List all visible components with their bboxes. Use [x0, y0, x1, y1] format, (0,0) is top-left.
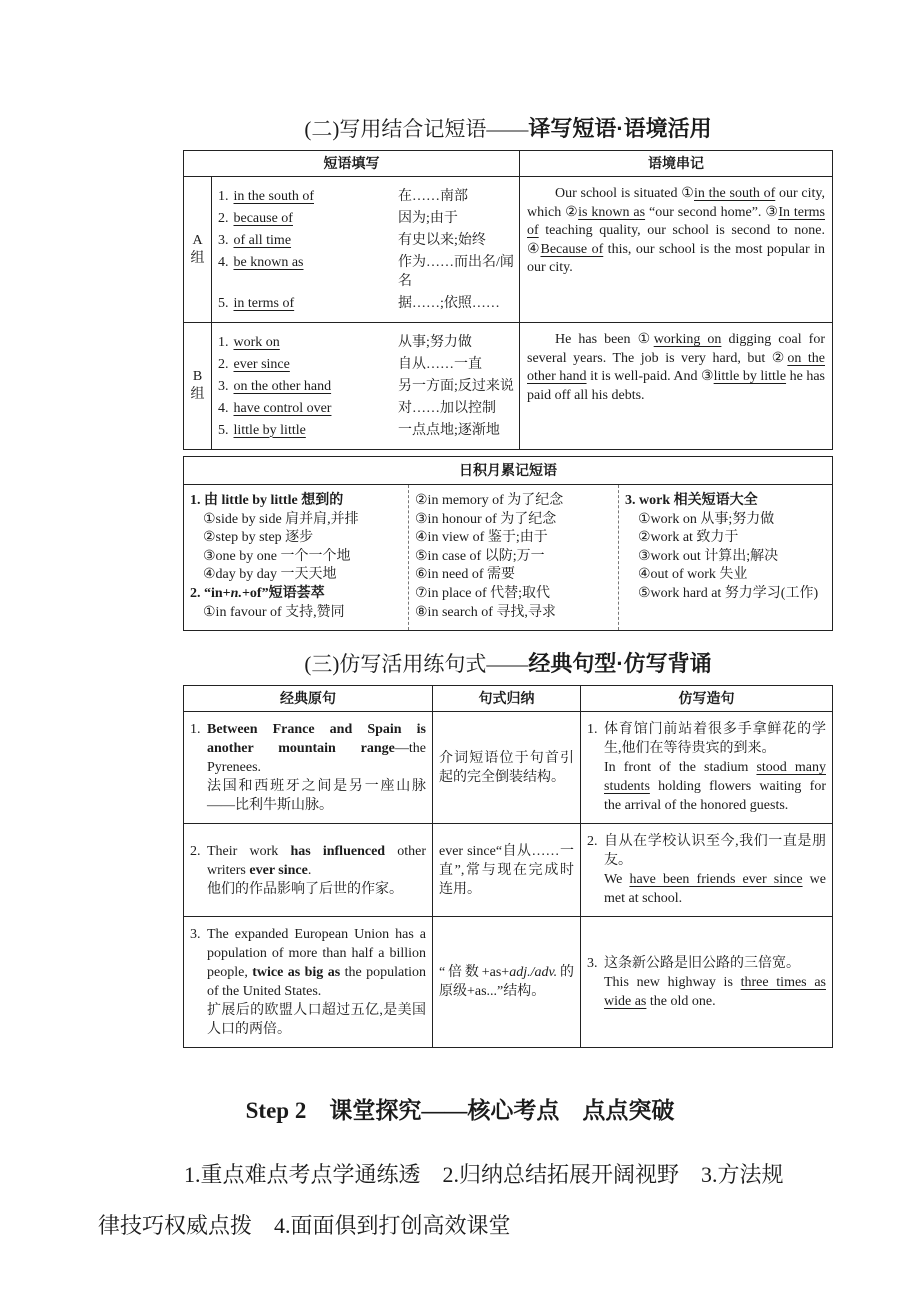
- phrase-chinese: 作为……而出名/闻名: [398, 254, 514, 289]
- accumulate-item: ①in favour of 支持,赞同: [203, 604, 345, 620]
- classic-chinese: 他们的作品影响了后世的作家。: [207, 881, 403, 897]
- item-number: 1.: [587, 722, 598, 738]
- classic-english: Their work has influenced other writers ever since.: [207, 843, 427, 878]
- imitation-chinese: 自从在学校认识至今,我们一直是朋友。: [604, 834, 826, 869]
- phrase-number: 1.: [218, 188, 229, 204]
- phrase-english: have control over: [233, 400, 332, 416]
- sentence-row-3: [184, 916, 832, 1047]
- course-points-paragraph: 1.重点难点考点学通练透 2.归纳总结拓展开阔视野 3.方法规律技巧权威点拨 4.面面俱到打创高效课堂: [98, 1162, 784, 1239]
- phrase-english: work on: [233, 334, 280, 350]
- classic-chinese: 扩展后的欧盟人口超过五亿,是美国人口的两倍。: [207, 1003, 426, 1038]
- accumulate-item: ⑥in need of 需要: [415, 567, 516, 583]
- classic-cell: [184, 824, 433, 916]
- item-number: 2.: [190, 843, 201, 859]
- phrase-item: [218, 399, 515, 418]
- phrase-fill-table: [183, 150, 833, 450]
- header-classic-sentence: 经典原句: [184, 686, 433, 711]
- accumulate-column-1: [184, 485, 409, 630]
- accumulate-item: ⑦in place of 代替;取代: [415, 585, 551, 601]
- phrase-english: of all time: [233, 232, 292, 248]
- step-two-heading: Step 2 课堂探究——核心考点 点点突破: [245, 1098, 675, 1124]
- accumulate-item: ④day by day 一天天地: [203, 567, 337, 583]
- phrase-chinese: 据……;依照……: [398, 295, 500, 311]
- phrase-english: in the south of: [233, 188, 314, 204]
- phrase-item: [218, 377, 515, 396]
- group-a-phrase-list: [212, 177, 520, 322]
- classic-cell: [184, 917, 433, 1047]
- phrase-chinese: 有史以来;始终: [398, 232, 486, 248]
- phrase-english: on the other hand: [233, 378, 332, 394]
- document-body: [183, 0, 833, 1048]
- imitation-cell: [581, 824, 832, 916]
- phrase-chinese: 对……加以控制: [398, 400, 496, 416]
- item-number: 2.: [587, 834, 598, 850]
- phrase-number: 1.: [218, 334, 229, 350]
- phrase-item: [218, 421, 515, 440]
- phrase-item: [218, 231, 515, 250]
- phrase-chinese: 一点点地;逐渐地: [398, 422, 500, 438]
- accumulate-item: ⑤in case of 以防;万一: [415, 548, 545, 564]
- section-two-title-prefix: (二)写用结合记短语——: [304, 117, 529, 141]
- header-context: 语境串记: [648, 155, 704, 171]
- imitation-english: In front of the stadium stood many students holding flowers waiting for the arrival of the honored guests.: [604, 760, 826, 814]
- phrase-english: because of: [233, 210, 293, 226]
- accumulate-table-body: [184, 485, 832, 630]
- phrase-item: [218, 333, 515, 352]
- header-phrase-fill: 短语填写: [184, 151, 520, 176]
- phrase-table-header-row: [184, 151, 832, 177]
- accumulate-item: ③work out 计算出;解决: [638, 548, 779, 564]
- accumulate-column-3: [619, 485, 832, 630]
- pattern-note: ever since“自从……一直”,常与现在完成时连用。: [439, 843, 574, 897]
- pattern-cell: [433, 712, 581, 823]
- phrase-english: ever since: [233, 356, 290, 372]
- phrase-number: 4.: [218, 400, 229, 416]
- accumulate-item: ③in honour of 为了纪念: [415, 511, 557, 527]
- sentence-row-2: [184, 823, 832, 916]
- section-three-title-prefix: (三)仿写活用练句式——: [304, 652, 529, 677]
- group-a-context-paragraph: Our school is situated ①in the south of our city, which ②is known as “our second home”. ③In terms of teaching quality, our school is second to none. ④Because of this, our school is the most popular in our city.: [527, 186, 826, 275]
- phrase-number: 5.: [218, 422, 229, 438]
- accumulate-heading: 2. “in+n.+of”短语荟萃: [190, 585, 325, 601]
- phrase-item: [218, 209, 515, 228]
- header-pattern-summary: 句式归纳: [433, 686, 581, 711]
- group-a-label: [184, 177, 212, 322]
- phrase-number: 4.: [218, 254, 229, 270]
- accumulate-heading: 1. 由 little by little 想到的: [190, 493, 344, 508]
- phrase-chinese: 自从……一直: [398, 356, 482, 372]
- accumulate-item: ②in memory of 为了纪念: [415, 493, 564, 508]
- classic-english: Between France and Spain is another mountain range—the Pyrenees.: [207, 722, 426, 776]
- section-two-title: [183, 0, 833, 143]
- section-three-title-emphasis: 经典句型·仿写背诵: [528, 651, 712, 677]
- phrase-chinese: 因为;由于: [398, 210, 458, 226]
- group-a-char: 组: [190, 250, 205, 266]
- accumulate-item: ②work at 致力于: [638, 530, 739, 546]
- phrase-number: 3.: [218, 378, 229, 394]
- group-b-context-paragraph: He has been ①working on digging coal for several years. The job is very hard, but ②on the other hand it is well-paid. And ③little by little he has paid off all his debts.: [527, 332, 825, 403]
- sentence-row-1: [184, 712, 832, 823]
- imitation-english: We have been friends ever since we met at school.: [604, 872, 826, 907]
- phrase-number: 5.: [218, 295, 229, 311]
- accumulate-table-header: 日积月累记短语: [184, 457, 832, 485]
- phrase-chinese: 从事;努力做: [398, 334, 472, 350]
- accumulate-column-2: [409, 485, 619, 630]
- imitation-cell: [581, 917, 832, 1047]
- group-b-row: [184, 322, 832, 449]
- phrase-chinese: 另一方面;反过来说: [398, 378, 514, 394]
- sentence-pattern-table: [183, 685, 833, 1048]
- bottom-section: [98, 1092, 822, 1251]
- imitation-cell: [581, 712, 832, 823]
- phrase-item: [218, 253, 515, 291]
- pattern-cell: [433, 824, 581, 916]
- accumulate-heading: 3. work 相关短语大全: [625, 493, 758, 508]
- pattern-note: “倍数+as+adj./adv.的原级+as...”结构。: [439, 965, 574, 1000]
- group-b-letter: B: [192, 369, 203, 384]
- imitation-chinese: 这条新公路是旧公路的三倍宽。: [604, 955, 800, 971]
- phrase-item: [218, 294, 515, 313]
- group-a-row: [184, 177, 832, 322]
- section-two-title-emphasis: 译写短语·语境活用: [528, 116, 712, 141]
- phrase-english: be known as: [233, 254, 304, 270]
- accumulate-item: ②step by step 逐步: [203, 530, 314, 546]
- sentence-table-header-row: [184, 686, 832, 712]
- classic-cell: [184, 712, 433, 823]
- accumulate-item: ③one by one 一个一个地: [203, 548, 351, 564]
- classic-english: The expanded European Union has a population of more than half a billion people, twice as big as the population of the United States.: [207, 927, 426, 1000]
- phrase-number: 2.: [218, 210, 229, 226]
- group-b-char: 组: [190, 387, 205, 402]
- accumulate-item: ①side by side 肩并肩,并排: [203, 511, 359, 527]
- item-number: 1.: [190, 722, 201, 738]
- phrase-chinese: 在……南部: [398, 188, 468, 204]
- phrase-number: 3.: [218, 232, 229, 248]
- accumulate-item: ④in view of 鉴于;由于: [415, 530, 548, 546]
- accumulate-item: ⑧in search of 寻找,寻求: [415, 604, 556, 620]
- accumulate-item: ⑤work hard at 努力学习(工作): [638, 585, 819, 601]
- item-number: 3.: [190, 927, 201, 943]
- pattern-note: 介词短语位于句首引起的完全倒装结构。: [439, 750, 574, 785]
- phrase-item: [218, 355, 515, 374]
- imitation-english: This new highway is three times as wide as the old one.: [604, 974, 826, 1009]
- section-three-title: [183, 647, 833, 678]
- pattern-cell: [433, 917, 581, 1047]
- phrase-item: [218, 187, 515, 206]
- group-b-label: [184, 323, 212, 449]
- accumulate-item: ①work on 从事;努力做: [638, 511, 775, 527]
- accumulate-phrases-table: [183, 456, 833, 631]
- phrase-number: 2.: [218, 356, 229, 372]
- accumulate-item: ④out of work 失业: [638, 567, 748, 583]
- phrase-english: little by little: [233, 422, 306, 438]
- phrase-english: in terms of: [233, 295, 295, 311]
- item-number: 3.: [587, 955, 598, 971]
- group-b-phrase-list: [212, 323, 520, 449]
- imitation-chinese: 体育馆门前站着很多手拿鲜花的学生,他们在等待贵宾的到来。: [604, 722, 826, 757]
- classic-chinese: 法国和西班牙之间是另一座山脉——比利牛斯山脉。: [207, 779, 426, 814]
- header-imitation-sentence: 仿写造句: [678, 690, 735, 707]
- group-a-letter: A: [192, 232, 203, 248]
